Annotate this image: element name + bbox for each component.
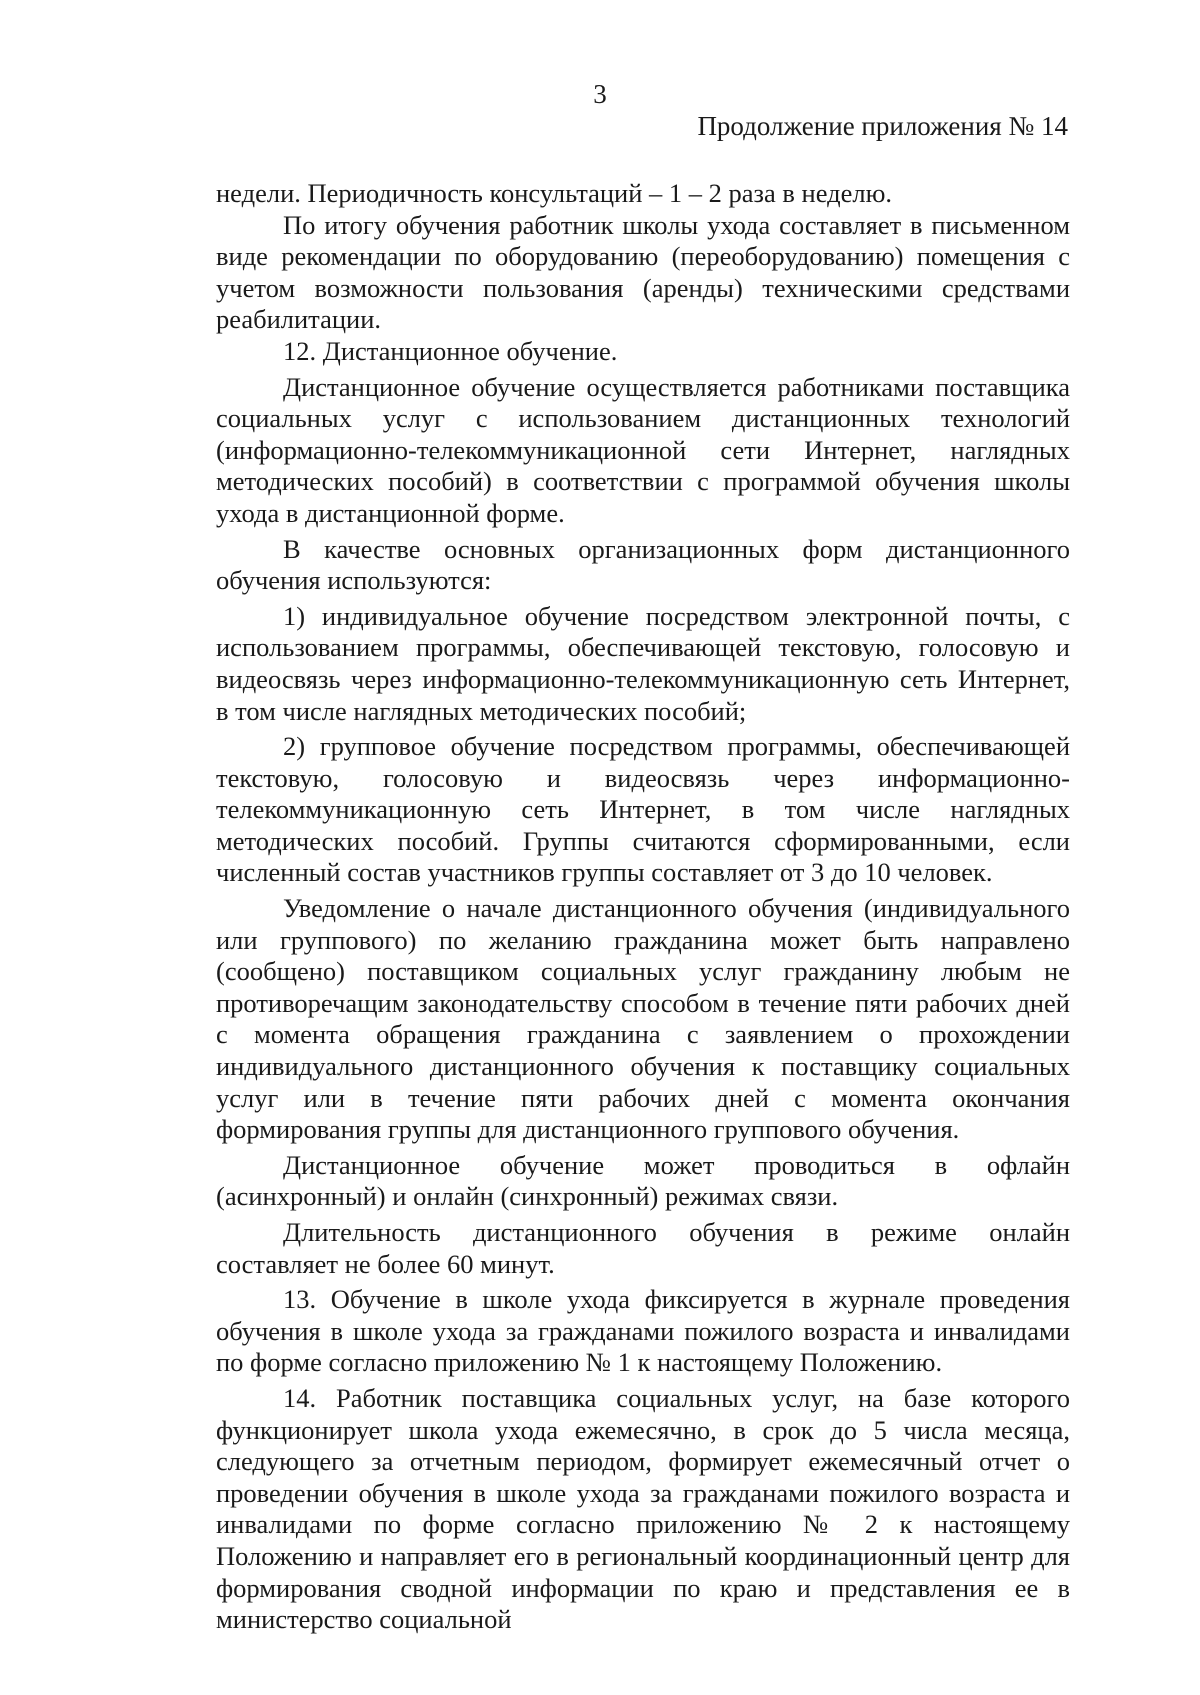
running-header: Продолжение приложения № 14 — [697, 111, 1068, 141]
paragraph: Дистанционное обучение может проводиться в офлайн (асинхронный) и онлайн (синхронный) режимах связи. — [216, 1149, 1070, 1212]
paragraph: Дистанционное обучение осуществляется работниками поставщика социальных услуг с использованием дистанционных технологий (информационно-телекоммуникационной сети Интернет, наглядных методических пособий) в соответствии с программой обучения школы ухода в дистанционной форме. — [216, 371, 1070, 528]
paragraph: недели. Периодичность консультаций – 1 – 2 раза в неделю. — [216, 178, 893, 208]
document-body — [216, 178, 1070, 1636]
paragraph: Уведомление о начале дистанционного обучения (индивидуального или группового) по желанию гражданина может быть направлено (сообщено) поставщиком социальных услуг гражданину любым не противоречащим законодательству способом в течение пяти рабочих дней с момента обращения гражданина с заявлением о прохождении индивидуального дистанционного обучения к поставщику социальных услуг или в течение пяти рабочих дней с момента окончания формирования группы для дистанционного группового обучения. — [216, 893, 1070, 1145]
paragraph: Длительность дистанционного обучения в режиме онлайн составляет не более 60 минут. — [216, 1217, 1070, 1279]
paragraph: В качестве основных организационных форм дистанционного обучения используются: — [216, 533, 1070, 596]
section-heading-12: 12. Дистанционное обучение. — [283, 335, 618, 366]
paragraph: По итогу обучения работник школы ухода составляет в письменном виде рекомендации по оборудованию (переоборудованию) помещения с учетом возможности пользования (аренды) техническими средствами реабилитации. — [216, 209, 1070, 335]
section-13: 13. Обучение в школе ухода фиксируется в журнале проведения обучения в школе ухода за гражданами пожилого возраста и инвалидами по форме согласно приложению № 1 к настоящему Положению. — [216, 1284, 1070, 1378]
section-14: 14. Работник поставщика социальных услуг, на базе которого функционирует школа ухода ежемесячно, в срок до 5 числа месяца, следующего за отчетным периодом, формирует ежемесячный отчет о проведении обучения в школе ухода за гражданами пожилого возраста и инвалидами по форме согласно приложению № 2 к настоящему Положению и направляет его в региональный координационный центр для формирования сводной информации по краю и представления ее в министерство социальной — [216, 1382, 1070, 1635]
list-item-1: 1) индивидуальное обучение посредством электронной почты, с использованием программы, обеспечивающей текстовую, голосовую и видеосвязь через информационно-телекоммуникационную сеть Интернет, в том числе наглядных методических пособий; — [216, 600, 1070, 726]
list-item-2: 2) групповое обучение посредством программы, обеспечивающей текстовую, голосовую и видеосвязь через информационно-телекоммуникационную сеть Интернет, в том числе наглядных методических пособий. Группы считаются сформированными, если численный состав участников группы составляет от 3 до 10 человек. — [216, 731, 1070, 888]
page-number: 3 — [593, 79, 607, 109]
